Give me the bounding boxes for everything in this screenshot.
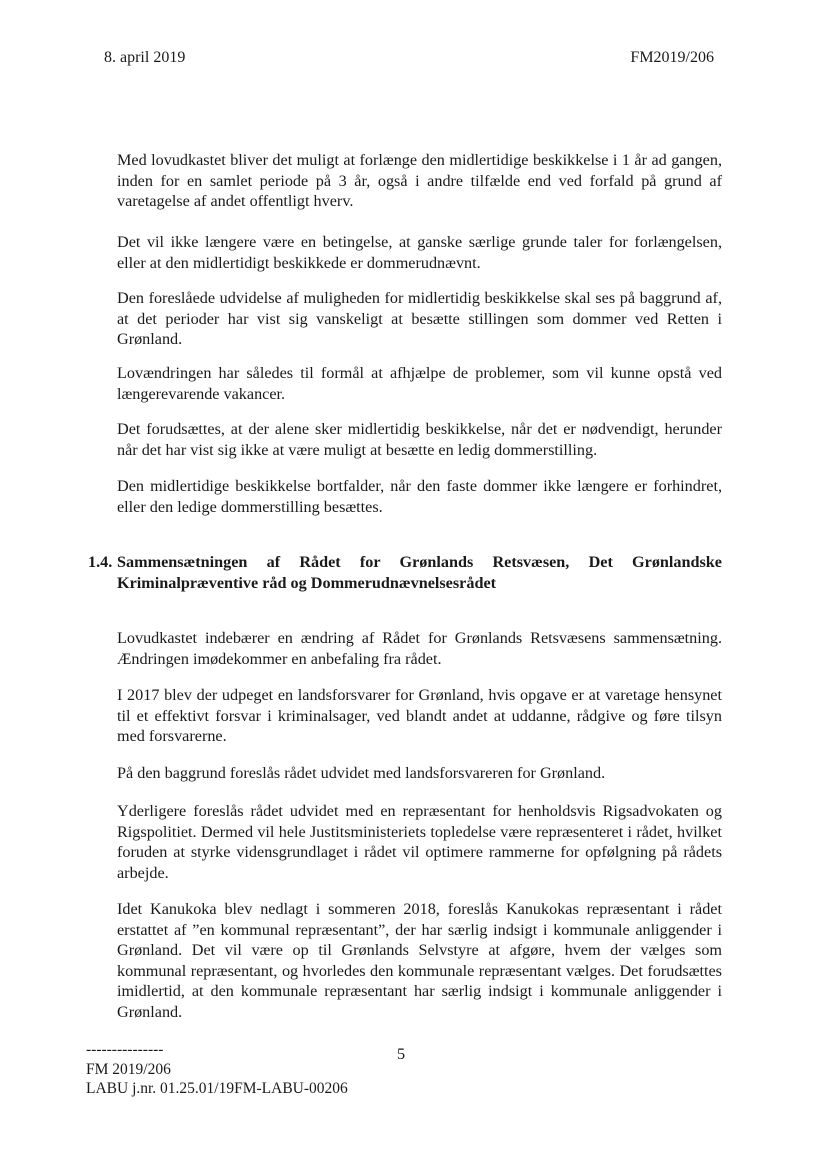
paragraph: Idet Kanukoka blev nedlagt i sommeren 2018, foreslås Kanukokas repræsentant i rådet erstattet af ”en kommunal repræsentant”, der har særlig indsigt i kommunale anliggender i Grønland. Det vil være op til Grønlands Selvstyre at afgøre, hvem der vælges som kommunal repræsentant, og hvorledes den kommunale repræsentant vælges. Det forudsættes imidlertid, at den kommunale repræsentant har særlig indsigt i kommunale anliggender i Grønland. <box>117 900 722 1021</box>
paragraph: I 2017 blev der udpeget en landsforsvarer for Grønland, hvis opgave er at varetage hensynet til et effektivt forsvar i kriminalsager, ved blandt andet at uddanne, rådgive og føre tilsyn med forsvarerne. <box>117 686 722 745</box>
footer-journal-number: LABU j.nr. 01.25.01/19FM-LABU-00206 <box>86 1080 348 1097</box>
section-title: Sammensætningen af Rådet for Grønlands Retsvæsen, Det Grønlandske Kriminalpræventive råd og Dommerudnævnelsesrådet <box>117 553 722 592</box>
footer <box>86 1040 348 1099</box>
section-heading <box>88 552 722 593</box>
paragraph: Lovudkastet indebærer en ændring af Rådet for Grønlands Retsvæsens sammensætning. Ændringen imødekommer en anbefaling fra rådet. <box>117 629 722 668</box>
page-number: 5 <box>396 1045 406 1063</box>
footer-separator: --------------- <box>86 1041 164 1058</box>
paragraph: På den baggrund foreslås rådet udvidet med landsforsvareren for Grønland. <box>117 764 606 782</box>
header-reference: FM2019/206 <box>630 49 714 66</box>
footer-case-number: FM 2019/206 <box>86 1060 171 1078</box>
paragraph: Lovændringen har således til formål at afhjælpe de problemer, som vil kunne opstå ved længerevarende vakancer. <box>117 364 722 403</box>
paragraph: Det vil ikke længere være en betingelse, at ganske særlige grunde taler for forlængelsen, eller at den midlertidigt beskikkede er dommerudnævnt. <box>117 233 722 272</box>
paragraph: Den foreslåede udvidelse af muligheden for midlertidig beskikkelse skal ses på baggrund af, at det perioder har vist sig vanskeligt at besætte stillingen som dommer ved Retten i Grønland. <box>117 289 722 348</box>
paragraph: Den midlertidige beskikkelse bortfalder, når den faste dommer ikke længere er forhindret, eller den ledige dommerstilling besættes. <box>117 477 722 516</box>
paragraph: Det forudsættes, at der alene sker midlertidig beskikkelse, når det er nødvendigt, herunder når det har vist sig ikke at være muligt at besætte en ledig dommerstilling. <box>117 420 722 459</box>
section-number: 1.4. <box>88 553 113 571</box>
paragraph: Yderligere foreslås rådet udvidet med en repræsentant for henholdsvis Rigsadvokaten og Rigspolitiet. Dermed vil hele Justitsministeriets topledelse være repræsenteret i rådet, hvilket foruden at styrke vidensgrundlaget i rådet vil optimere rammerne for opfølgning på rådets arbejde. <box>117 802 722 882</box>
header-date: 8. april 2019 <box>104 49 186 66</box>
paragraph: Med lovudkastet bliver det muligt at forlænge den midlertidige beskikkelse i 1 år ad gangen, inden for en samlet periode på 3 år, også i andre tilfælde end ved forfald på grund af varetagelse af andet offentligt hverv. <box>117 151 722 210</box>
